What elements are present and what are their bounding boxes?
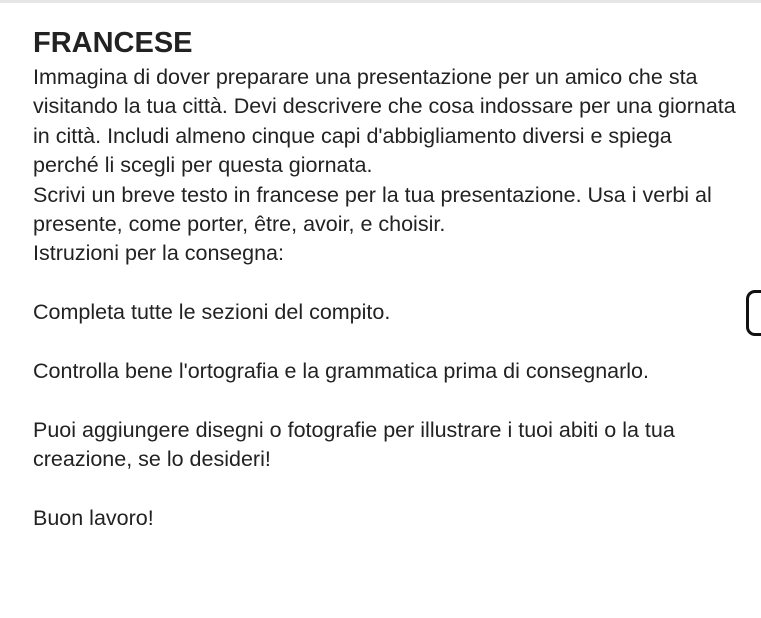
document-title: FRANCESE [33, 27, 193, 59]
spacer [33, 475, 738, 504]
spacer [33, 269, 738, 298]
document-body [33, 26, 738, 533]
instruction-item: Puoi aggiungere disegni o fotografie per illustrare i tuoi abiti o la tua creazione, se lo desideri! [33, 417, 675, 472]
intro-paragraph: Immagina di dover preparare una presentazione per un amico che sta visitando la tua città. Devi descrivere che cosa indossare per una giornata in città. Includi almeno cinque capi d'abbigliamento diversi e spiega perché li scegli per questa giornata. [33, 65, 736, 178]
spacer [33, 328, 738, 357]
spacer [33, 386, 738, 415]
task-paragraph: Scrivi un breve testo in francese per la tua presentazione. Usa i verbi al presente, come porter, être, avoir, e choisir. [33, 182, 712, 237]
closing-line: Buon lavoro! [33, 506, 154, 531]
top-divider [0, 0, 761, 3]
instructions-heading: Istruzioni per la consegna: [33, 241, 284, 266]
bracket-handle-icon[interactable] [746, 290, 761, 336]
instruction-item: Completa tutte le sezioni del compito. [33, 300, 391, 325]
instruction-item: Controlla bene l'ortografia e la grammatica prima di consegnarlo. [33, 359, 649, 384]
